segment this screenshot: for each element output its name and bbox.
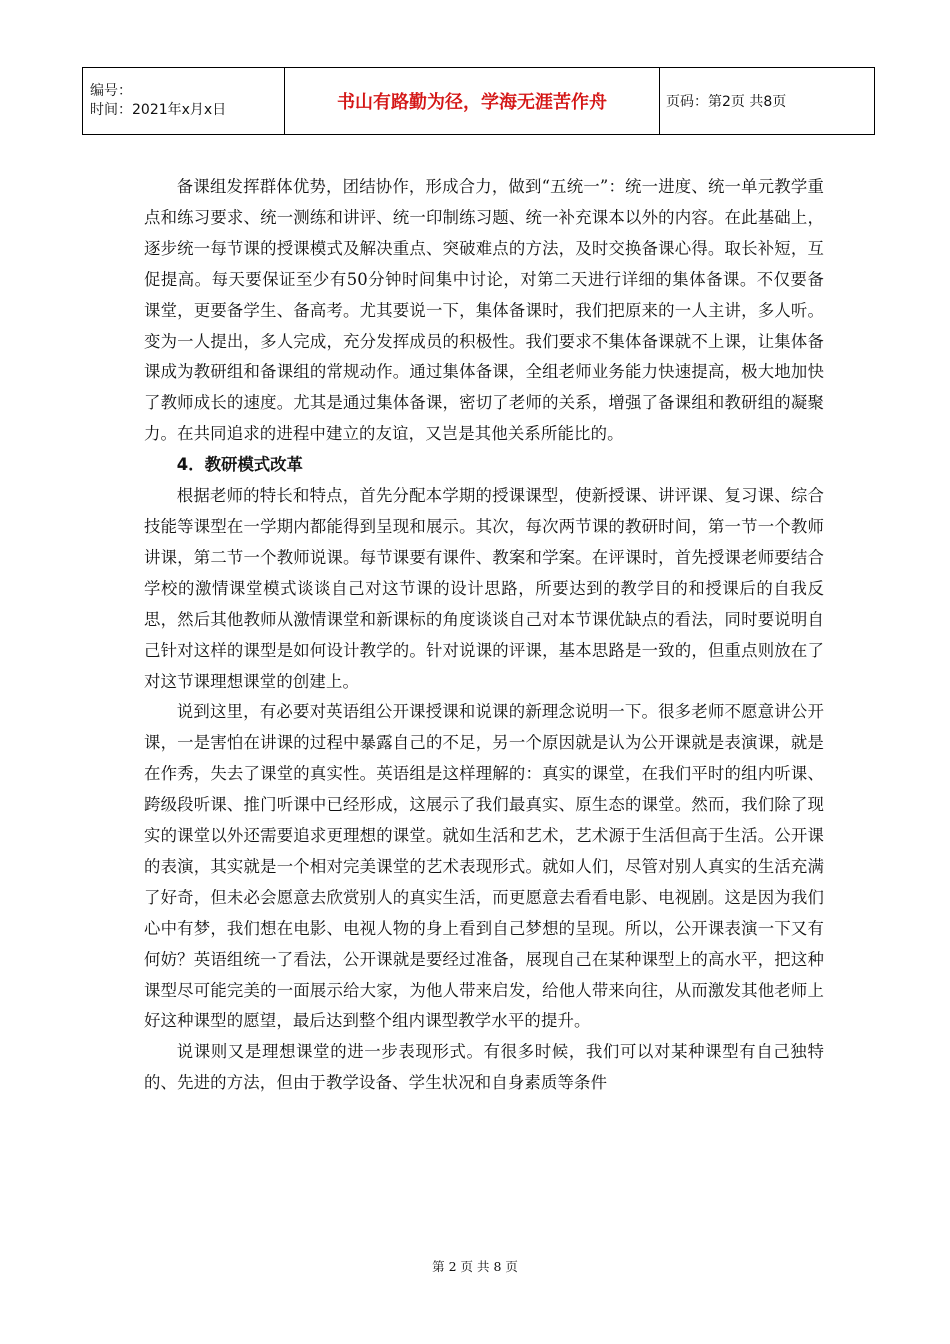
header-motto: 书山有路勤为径，学海无涯苦作舟 xyxy=(337,92,607,113)
section-heading-teaching-research-reform: 4．教研模式改革 xyxy=(176,455,303,475)
header-page-cell xyxy=(660,68,875,135)
document-header xyxy=(82,67,875,135)
paragraph-open-class-philosophy: 说到这里，有必要对英语组公开课授课和说课的新理念说明一下。很多老师不愿意讲公开课，一是害怕在讲课的过程中暴露自己的不足，另一个原因就是认为公开课就是表演课，就是在作秀，失去了课堂的真实性。英语组是这样理解的：真实的课堂，在我们平时的组内听课、跨级段听课、推门听课中已经形成，这展示了我们最真实、原生态的课堂。然而，我们除了现实的课堂以外还需要追求更理想的课堂。就如生活和艺术，艺术源于生活但高于生活。公开课的表演，其实就是一个相对完美课堂的艺术表现形式。就如人们，尽管对别人真实的生活充满了好奇，但未必会愿意去欣赏别人的真实生活，而更愿意去看看电影、电视剧。这是因为我们心中有梦，我们想在电影、电视人物的身上看到自己梦想的呈现。所以，公开课表演一下又有何妨？英语组统一了看法，公开课就是要经过准备，展现自己在某种课型上的高水平，把这种课型尽可能完美的一面展示给大家，为他人带来启发，给他人带来向往，从而激发其他老师上好这种课型的愿望，最后达到整个组内课型教学水平的提升。 xyxy=(144,702,824,1031)
document-number-label: 编号： xyxy=(90,83,132,99)
document-body xyxy=(144,172,824,1099)
paragraph-lesson-talk: 说课则又是理想课堂的进一步表现形式。有很多时候，我们可以对某种课型有自己独特的、先进的方法，但由于教学设备、学生状况和自身素质等条件 xyxy=(144,1042,824,1093)
header-page-code: 页码：第2页 共8页 xyxy=(666,94,787,110)
header-motto-cell xyxy=(285,68,660,135)
paragraph-collective-lesson-prep: 备课组发挥群体优势，团结协作，形成合力，做到“五统一”：统一进度、统一单元教学重点和练习要求、统一测练和讲评、统一印制练习题、统一补充课本以外的内容。在此基础上，逐步统一每节课的授课模式及解决重点、突破难点的方法，及时交换备课心得。取长补短，互促提高。每天要保证至少有50分钟时间集中讨论，对第二天进行详细的集体备课。不仅要备课堂，更要备学生、备高考。尤其要说一下，集体备课时，我们把原来的一人主讲，多人听。变为一人提出，多人完成，充分发挥成员的积极性。我们要求不集体备课就不上课，让集体备课成为教研组和备课组的常规动作。通过集体备课，全组老师业务能力快速提高，极大地加快了教师成长的速度。尤其是通过集体备课，密切了老师的关系，增强了备课组和教研组的凝聚力。在共同追求的进程中建立的友谊，又岂是其他关系所能比的。 xyxy=(144,177,824,444)
page-footer: 第 2 页 共 8 页 xyxy=(432,1259,518,1274)
header-meta-cell xyxy=(83,68,285,135)
document-time-label: 时间：2021年x月x日 xyxy=(90,102,227,118)
paragraph-lesson-types: 根据老师的特长和特点，首先分配本学期的授课课型，使新授课、讲评课、复习课、综合技能等课型在一学期内都能得到呈现和展示。其次，每次两节课的教研时间，第一节一个教师讲课，第二节一个教师说课。每节课要有课件、教案和学案。在评课时，首先授课老师要结合学校的激情课堂模式谈谈自己对这节课的设计思路，所要达到的教学目的和授课后的自我反思，然后其他教师从激情课堂和新课标的角度谈谈自己对本节课优缺点的看法，同时要说明自己针对这样的课型是如何设计教学的。针对说课的评课，基本思路是一致的，但重点则放在了对这节课理想课堂的创建上。 xyxy=(144,486,824,691)
